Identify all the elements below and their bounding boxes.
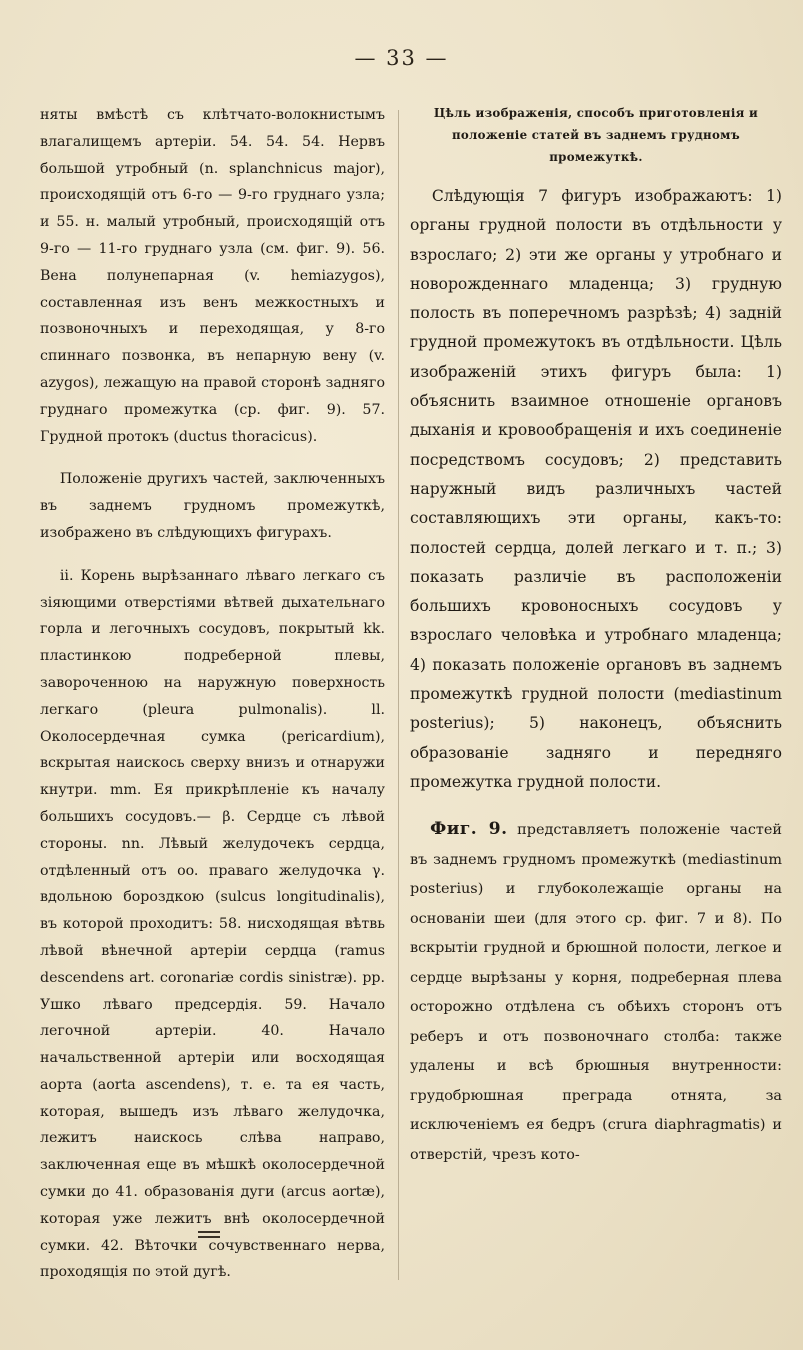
left-column (40, 102, 385, 1286)
section-title: Цѣль изображенія, способъ приготовленія и положеніе статей въ заднемъ грудномъ промежуткѣ. (433, 106, 759, 164)
left-paragraph-3: ii. Корень вырѣзаннаго лѣваго легкаго съ зіяющими отверстіями вѣтвей дыхательнаго горла и легочныхъ сосудовъ, покрытый kk. пластинкою подреберной плевы, завороченною на наружную поверхность легкаго (pleura pulmonalis). ll. Околосердечная сумка (pericardium), вскрытая наискось сверху внизъ и отнаружи кнутри. mm. Ея прикрѣпленіе къ началу большихъ сосудовъ.— β. Сердце съ лѣвой стороны. nn. Лѣвый желудочекъ сердца, отдѣленный отъ oo. праваго желудочка γ. вдольною бороздкою (sulcus longitudinalis), въ которой проходитъ: 58. нисходящая вѣтвь лѣвой вѣнечной артеріи сердца (ramus descendens art. coronariæ cordis sinistræ). pp. Ушко лѣваго предсердія. 59. Начало легочной артеріи. 40. Начало начальственной артеріи или восходящая аорта (aorta ascendens), т. е. та ея часть, которая, вышедъ изъ лѣваго желудочка, лежитъ наискось слѣва направо, заключенная еще въ мѣшкѣ околосердечной сумки до 41. образованія дуги (arcus aortæ), которая уже лежитъ внѣ околосердечной сумки. 42. Вѣточки сочувственнаго нерва, проходящія по этой дугѣ. (40, 567, 385, 1281)
figure-label: Фиг. 9. (430, 819, 508, 840)
section-separator (198, 1228, 220, 1241)
column-divider (398, 110, 399, 1280)
right-paragraph-1: Слѣдующія 7 фигуръ изображаютъ: 1) органы грудной полости въ отдѣльности у взрослаго; 2) эти же органы у утробнаго и новорожденнаго младенца; 3) грудную полость въ поперечномъ разрѣзѣ; 4) задній грудной промежутокъ въ отдѣльности. Цѣль изображеній этихъ фигуръ была: 1) объяснить взаимное отношеніе органовъ дыханія и кровообращенія и ихъ соединеніе посредствомъ сосудовъ; 2) представить наружный видъ различныхъ частей составляющихъ эти органы, какъ-то: полостей сердца, долей легкаго и т. п.; 3) показать различіе въ расположеніи большихъ кровоносныхъ сосудовъ у взрослаго человѣка и утробнаго младенца; 4) показать положеніе органовъ въ заднемъ промежуткѣ грудной полости (mediastinum posterius); 5) наконецъ, объяснить образованіе задняго и передняго промежутка грудной полости. (410, 187, 782, 791)
right-paragraph-2 (410, 815, 782, 1170)
left-paragraph-2: Положеніе другихъ частей, заключенныхъ въ заднемъ грудномъ промежуткѣ, изображено въ слѣдующихъ фигурахъ. (40, 471, 385, 541)
right-column (410, 102, 782, 1170)
left-paragraph-1: няты вмѣстѣ съ клѣтчато-волокнистымъ влагалищемъ артеріи. 54. 54. 54. Нервъ большой утробный (n. splanchnicus major), происходящій отъ 6-го — 9-го груднаго узла; и 55. н. малый утробный, происходящій отъ 9-го — 11-го груднаго узла (см. фиг. 9). 56. Вена полунепарная (v. hemiazygos), составленная изъ венъ межкостныхъ и позвоночныхъ и переходящая, у 8-го спиннаго позвонка, въ непарную вену (v. azygos), лежащую на правой сторонѣ задняго груднаго промежутка (ср. фиг. 9). 57. Грудной протокъ (ductus thoracicus). (40, 107, 385, 445)
figure-description: представляетъ положеніе частей въ заднемъ грудномъ промежуткѣ (mediastinum posterius) и глубоколежащіе органы на основаніи шеи (для этого ср. фиг. 7 и 8). По вскрытіи грудной и брюшной полости, легкое и сердце вырѣзаны у корня, подреберная плева осторожно отдѣлена съ обѣихъ сторонъ отъ реберъ и отъ позвоночнаго столба: также удалены и всѣ брюшныя внутренности: грудобрюшная преграда отнята, за исключеніемъ ея бедръ (crura diaphragmatis) и отверстій, чрезъ кото- (410, 822, 782, 1163)
page-number: — 33 — (354, 46, 449, 70)
